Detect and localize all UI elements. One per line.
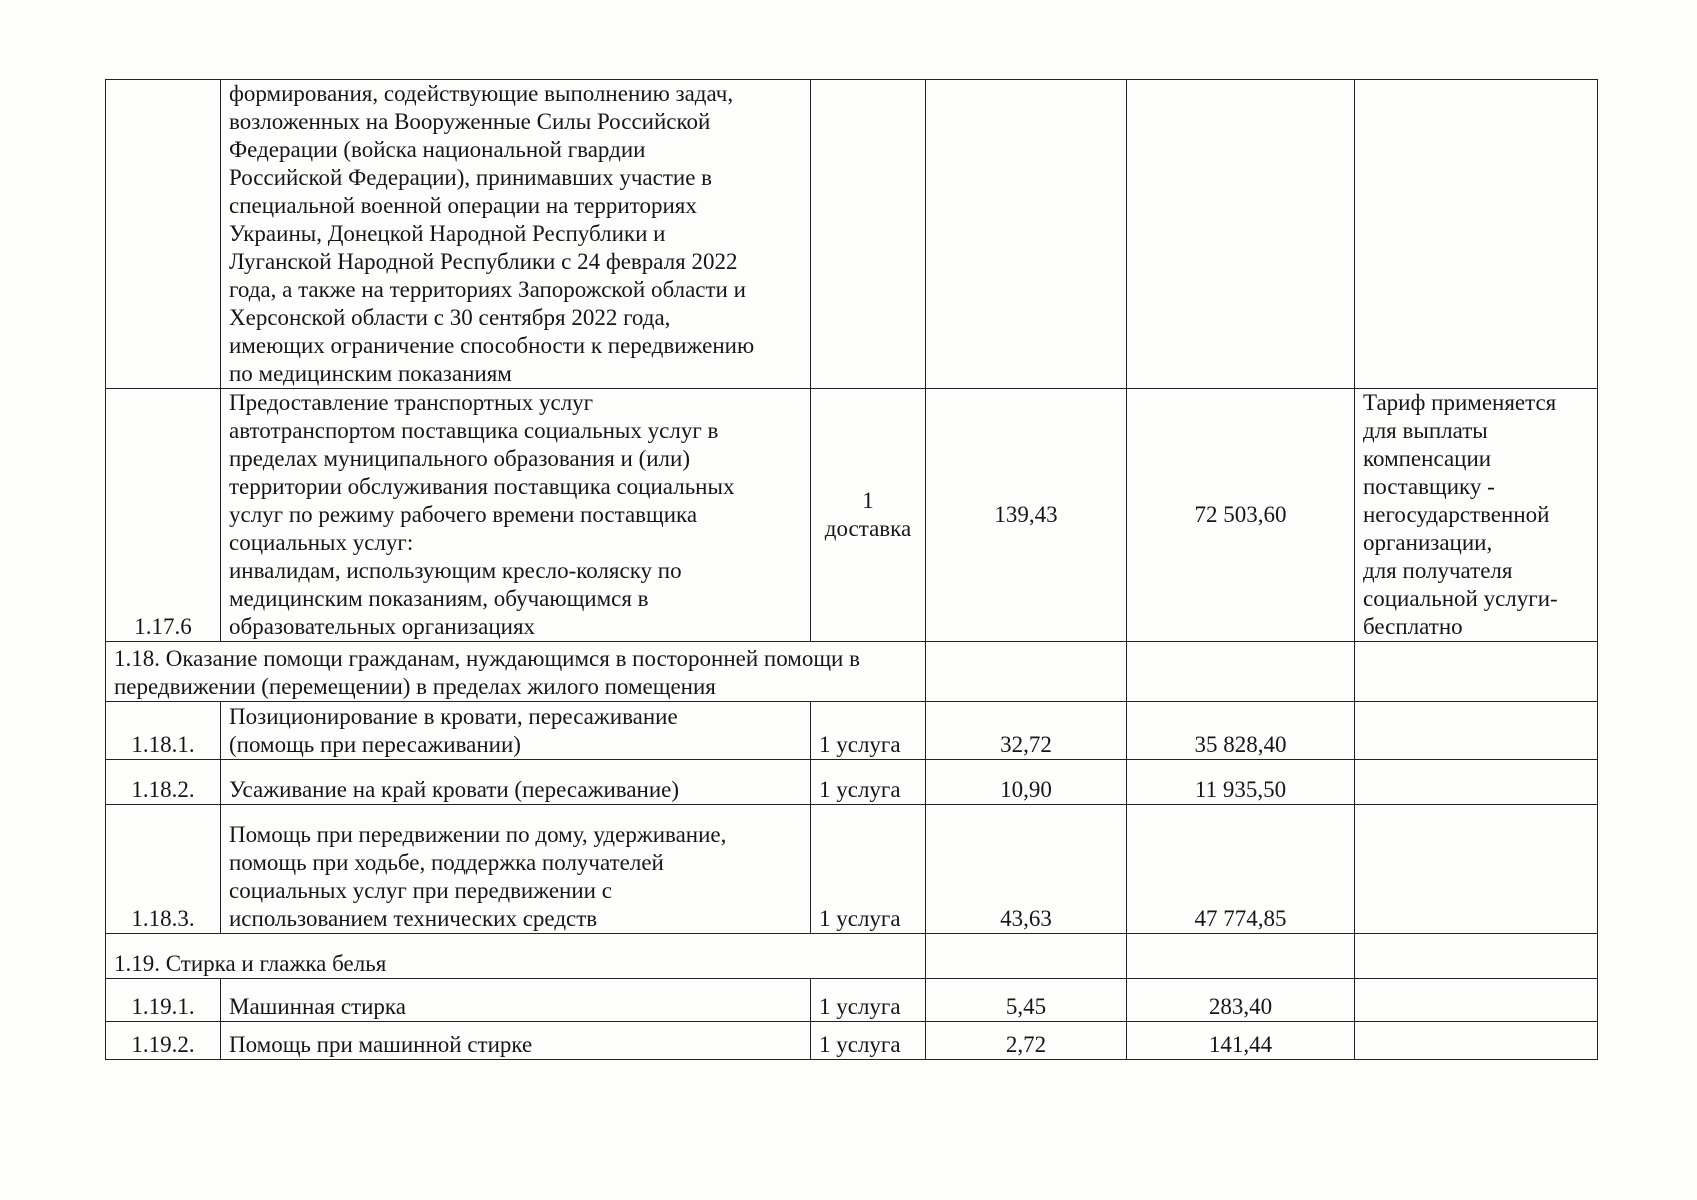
note-text: Тариф применяется для выплаты компенсации поставщику - негосударственной организации, для получателя социальной услуги- бесплатно bbox=[1363, 390, 1558, 639]
tariff-table bbox=[105, 79, 1598, 1060]
price-cell: 139,43 bbox=[926, 389, 1127, 642]
price-cell: 5,45 bbox=[926, 979, 1127, 1022]
section-row bbox=[106, 934, 1598, 979]
service-name bbox=[221, 702, 811, 760]
note-cell bbox=[1355, 805, 1598, 934]
table-row bbox=[106, 1022, 1598, 1060]
note-cell bbox=[1355, 934, 1598, 979]
annual-cell: 35 828,40 bbox=[1127, 702, 1355, 760]
table-row bbox=[106, 702, 1598, 760]
service-name-text: Предоставление транспортных услуг автотранспортом поставщика социальных услуг в пределах муниципального образования и (или) территории обслуживания поставщика социальных услуг по режиму рабочего времени поставщика социальных услуг: инвалидам, использующим кресло-коляску по медицинским показаниям, обучающимся в образовательных организациях bbox=[229, 390, 735, 639]
service-name-text: Помощь при передвижении по дому, удерживание, помощь при ходьбе, поддержка получателей социальных услуг при передвижении с использованием технических средств bbox=[229, 822, 727, 931]
row-number: 1.19.1. bbox=[106, 979, 221, 1022]
section-title: 1.19. Стирка и глажка белья bbox=[114, 951, 387, 976]
unit-cell: 1 услуга bbox=[811, 805, 926, 934]
unit-cell bbox=[811, 80, 926, 389]
annual-cell bbox=[1127, 642, 1355, 702]
price-cell: 10,90 bbox=[926, 760, 1127, 805]
annual-cell bbox=[1127, 934, 1355, 979]
price-cell: 32,72 bbox=[926, 702, 1127, 760]
note-cell bbox=[1355, 760, 1598, 805]
note-cell bbox=[1355, 80, 1598, 389]
unit-cell: 1 услуга bbox=[811, 702, 926, 760]
table-row-continuation bbox=[106, 80, 1598, 389]
note-cell bbox=[1355, 979, 1598, 1022]
unit-cell bbox=[811, 389, 926, 642]
section-row bbox=[106, 642, 1598, 702]
annual-cell: 141,44 bbox=[1127, 1022, 1355, 1060]
service-name-text: формирования, содействующие выполнению задач, возложенных на Вооруженные Силы Российской Федерации (войска национальной гвардии Российской Федерации), принимавших участие в специальной военной операции на территориях Украины, Донецкой Народной Республики и Луганской Народной Республики с 24 февраля 2022 года, а также на территориях Запорожской области и Херсонской области с 30 сентября 2022 года, имеющих ограничение способности к передвижению по медицинским показаниям bbox=[229, 81, 755, 386]
service-name bbox=[221, 805, 811, 934]
row-number bbox=[106, 80, 221, 389]
table-row bbox=[106, 760, 1598, 805]
note-cell bbox=[1355, 389, 1598, 642]
annual-cell: 72 503,60 bbox=[1127, 389, 1355, 642]
annual-cell: 283,40 bbox=[1127, 979, 1355, 1022]
service-name bbox=[221, 1022, 811, 1060]
row-number: 1.18.3. bbox=[106, 805, 221, 934]
row-number: 1.18.1. bbox=[106, 702, 221, 760]
unit-cell: 1 услуга bbox=[811, 1022, 926, 1060]
table-row bbox=[106, 979, 1598, 1022]
service-name-text: Машинная стирка bbox=[229, 994, 406, 1019]
service-name bbox=[221, 80, 811, 389]
price-cell: 2,72 bbox=[926, 1022, 1127, 1060]
section-title-cell bbox=[106, 642, 926, 702]
unit-cell: 1 услуга bbox=[811, 760, 926, 805]
annual-cell: 11 935,50 bbox=[1127, 760, 1355, 805]
price-cell bbox=[926, 642, 1127, 702]
service-name bbox=[221, 979, 811, 1022]
table-row bbox=[106, 389, 1598, 642]
row-number: 1.17.6 bbox=[106, 389, 221, 642]
service-name bbox=[221, 389, 811, 642]
table-row bbox=[106, 805, 1598, 934]
unit-text: 1 доставка bbox=[824, 488, 912, 541]
section-title-cell bbox=[106, 934, 926, 979]
price-cell bbox=[926, 80, 1127, 389]
annual-cell: 47 774,85 bbox=[1127, 805, 1355, 934]
price-cell bbox=[926, 934, 1127, 979]
section-title: 1.18. Оказание помощи гражданам, нуждающимся в посторонней помощи в передвижении (перемещении) в пределах жилого помещения bbox=[114, 646, 860, 699]
row-number: 1.18.2. bbox=[106, 760, 221, 805]
note-cell bbox=[1355, 702, 1598, 760]
service-name-text: Усаживание на край кровати (пересаживание) bbox=[229, 777, 680, 802]
service-name bbox=[221, 760, 811, 805]
note-cell bbox=[1355, 1022, 1598, 1060]
unit-cell: 1 услуга bbox=[811, 979, 926, 1022]
row-number: 1.19.2. bbox=[106, 1022, 221, 1060]
price-cell: 43,63 bbox=[926, 805, 1127, 934]
service-name-text: Позиционирование в кровати, пересаживание (помощь при пересаживании) bbox=[229, 704, 678, 757]
service-name-text: Помощь при машинной стирке bbox=[229, 1032, 533, 1057]
annual-cell bbox=[1127, 80, 1355, 389]
note-cell bbox=[1355, 642, 1598, 702]
